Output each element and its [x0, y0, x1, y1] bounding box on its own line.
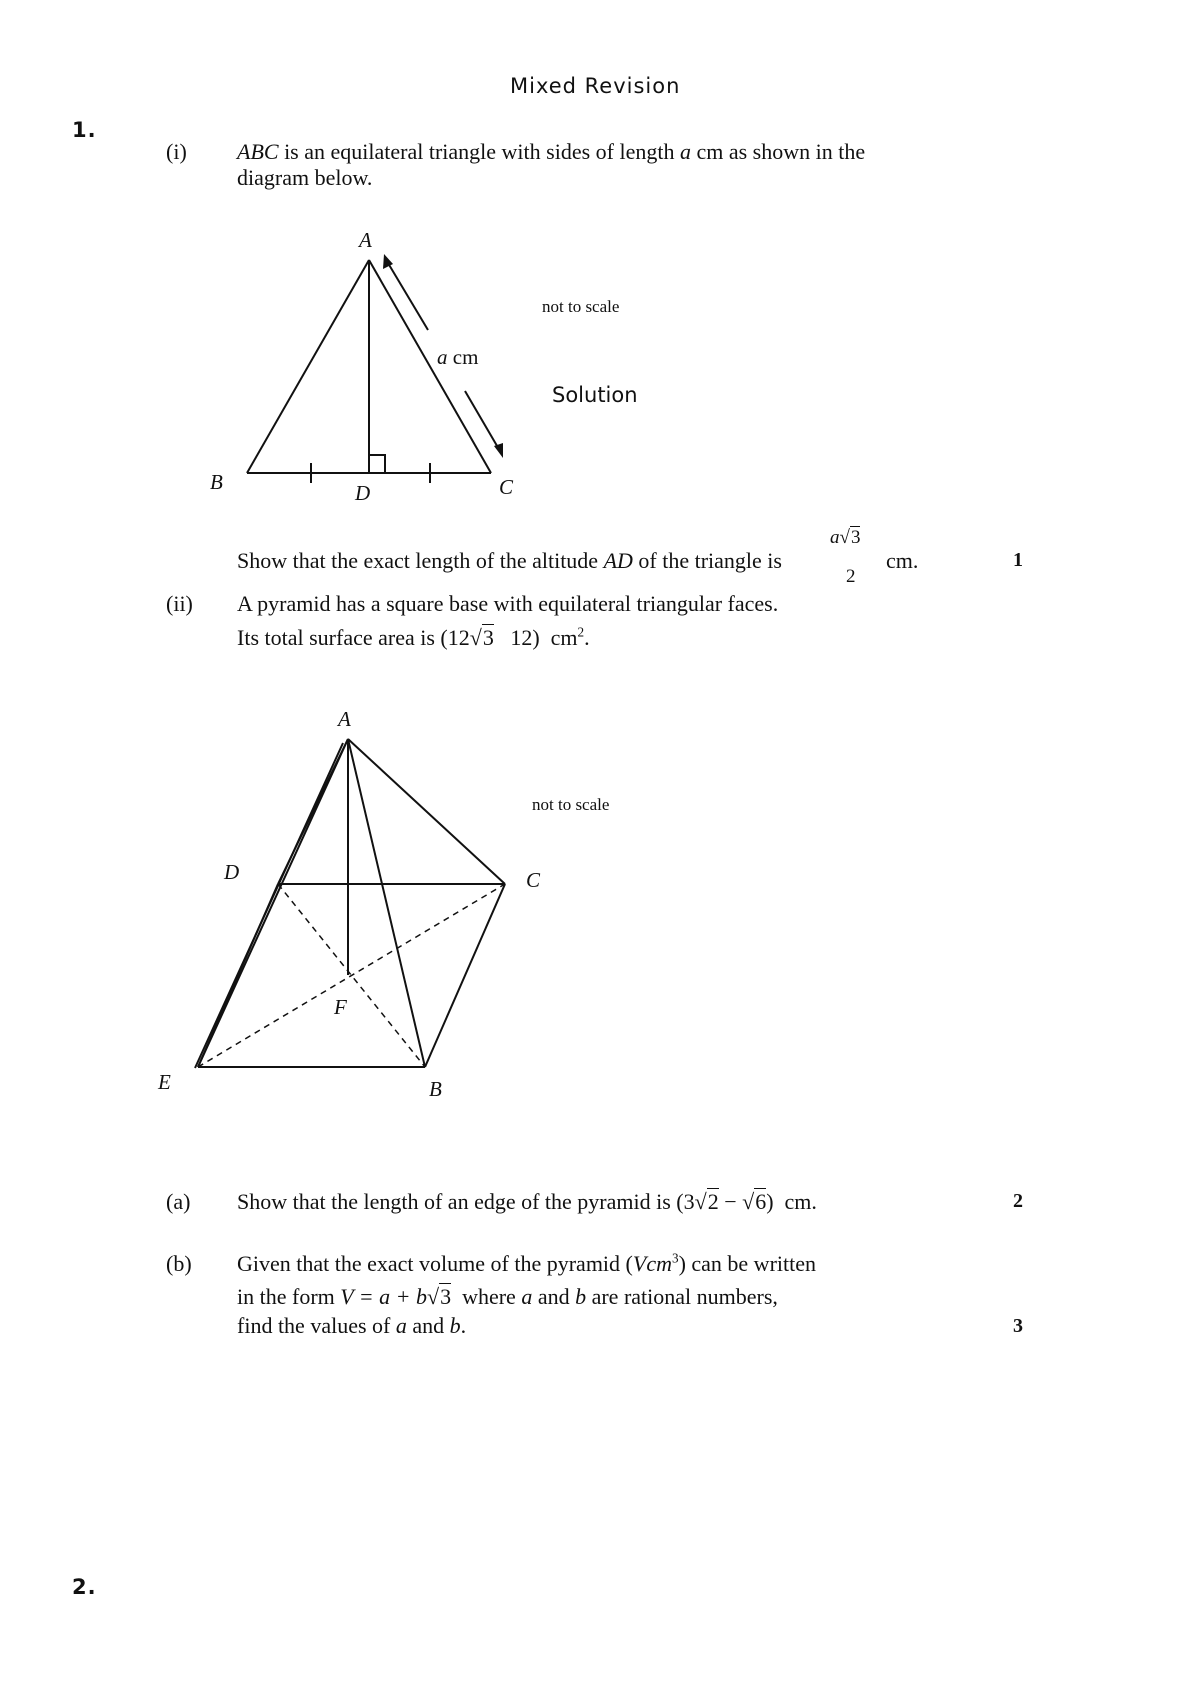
side-var: a	[679, 139, 691, 164]
pyramid-vertex-a: A	[338, 707, 351, 731]
marks-part-b: 3	[1013, 1315, 1023, 1337]
base-edge-de	[198, 884, 278, 1067]
form-expr: V = a + b	[340, 1284, 427, 1309]
not-to-scale-1: not to scale	[542, 297, 620, 316]
find-var-b: b	[449, 1313, 461, 1338]
part-ii-line1: A pyramid has a square base with equilateral triangular faces.	[237, 591, 779, 616]
triangle-vertex-c: C	[499, 475, 514, 499]
arrow-down-shaft	[465, 391, 500, 451]
formula-unit: cm.	[886, 548, 919, 573]
side-length-label	[437, 345, 478, 370]
pyramid-vertex-d: D	[224, 860, 240, 884]
form-text-c: are rational numbers,	[586, 1284, 778, 1309]
edge-expr-a: (3	[676, 1189, 695, 1214]
pyramid-hidden-lines	[198, 884, 505, 1067]
part-ii-label: (ii)	[166, 591, 193, 616]
pyramid-diagram	[195, 739, 505, 1068]
form-text-a: in the form	[237, 1284, 341, 1309]
pyramid-vertex-f: F	[334, 995, 347, 1019]
show-text-var: AD	[603, 548, 633, 573]
part-b-line1	[237, 1250, 816, 1278]
part-b-line2: in the form V = a + b√3 where a and b are rational numbers,	[237, 1284, 778, 1309]
marks-part-i: 1	[1013, 549, 1023, 571]
triangle-diagram	[247, 258, 500, 483]
area-sup: 2	[577, 624, 585, 640]
part-b-line3	[237, 1312, 466, 1340]
part-i-show-text	[237, 547, 782, 575]
edge-root-2: 6	[755, 1189, 767, 1214]
pyramid-vertex-c: C	[526, 868, 541, 892]
part-i-text-a: is an equilateral triangle with sides of length	[278, 139, 680, 164]
volume-text-b: ) can be written	[678, 1251, 816, 1276]
part-i-text-line2: diagram below.	[237, 165, 373, 190]
find-text-a: find the values of	[237, 1313, 396, 1338]
abc-var: ABC	[237, 139, 279, 164]
form-and: and	[532, 1284, 576, 1309]
area-text-b: 12) cm	[493, 625, 578, 650]
volume-sup: 3	[671, 1250, 679, 1266]
edge-root-1: 2	[707, 1189, 719, 1214]
part-i-label: (i)	[166, 139, 187, 164]
area-text-a: Its total surface area is (12	[237, 625, 470, 650]
part-i-text-b: cm as shown in the	[690, 139, 866, 164]
diagonal-ec	[198, 884, 505, 1067]
triangle-vertex-d: D	[355, 481, 371, 505]
not-to-scale-2: not to scale	[532, 795, 610, 814]
show-text-b: of the triangle is	[632, 548, 782, 573]
marks-part-a: 2	[1013, 1190, 1023, 1212]
part-a-text: Show that the length of an edge of the pyramid is (3√2 − √6) cm.	[237, 1189, 817, 1214]
pyramid-vertex-b: B	[429, 1077, 442, 1101]
triangle-side-ab	[247, 260, 369, 473]
area-root: 3	[482, 625, 494, 650]
form-var-b: b	[575, 1284, 587, 1309]
part-b-label: (b)	[166, 1251, 192, 1276]
triangle-vertex-a: A	[359, 228, 372, 252]
find-text-end: .	[460, 1313, 467, 1338]
pyramid-edge-ac	[348, 739, 505, 884]
edge-expr-minus: −	[718, 1189, 743, 1214]
show-text-a: Show that the exact length of the altitude	[237, 548, 604, 573]
side-length-unit: cm	[447, 345, 479, 369]
formula-numerator: a√3	[830, 527, 861, 548]
pyramid-edge-ab	[348, 739, 425, 1067]
form-root: 3	[440, 1284, 452, 1309]
pyramid-vertex-e: E	[158, 1070, 171, 1094]
volume-text-a: Given that the exact volume of the pyramid (	[237, 1251, 633, 1276]
triangle-vertex-b: B	[210, 470, 223, 494]
base-edge-cb	[425, 884, 505, 1067]
area-text-c: .	[584, 625, 590, 650]
arrow-up-head	[383, 254, 393, 269]
question-number-2: 2.	[72, 1575, 97, 1599]
solution-label: Solution	[552, 383, 638, 407]
form-var-a: a	[521, 1284, 533, 1309]
formula-denominator: 2	[846, 566, 856, 587]
page-title: Mixed Revision	[510, 74, 681, 98]
arrow-down-head	[494, 443, 503, 458]
find-and: and	[406, 1313, 450, 1338]
form-text-b: where	[451, 1284, 522, 1309]
right-angle-marker	[369, 455, 385, 473]
part-a-label: (a)	[166, 1189, 191, 1214]
find-var-a: a	[395, 1313, 407, 1338]
part-a-text-main: Show that the length of an edge of the pyramid is	[237, 1189, 677, 1214]
volume-var: Vcm	[632, 1251, 672, 1276]
arrow-up-shaft	[385, 258, 428, 330]
edge-expr-end: ) cm.	[766, 1189, 817, 1214]
question-number-1: 1.	[72, 118, 97, 142]
formula-num-root: 3	[850, 527, 861, 548]
side-length-var: a	[437, 345, 448, 369]
formula-num-var: a	[830, 527, 840, 548]
part-ii-line2: Its total surface area is (12√3 12) $cm^2$.	[237, 624, 590, 650]
